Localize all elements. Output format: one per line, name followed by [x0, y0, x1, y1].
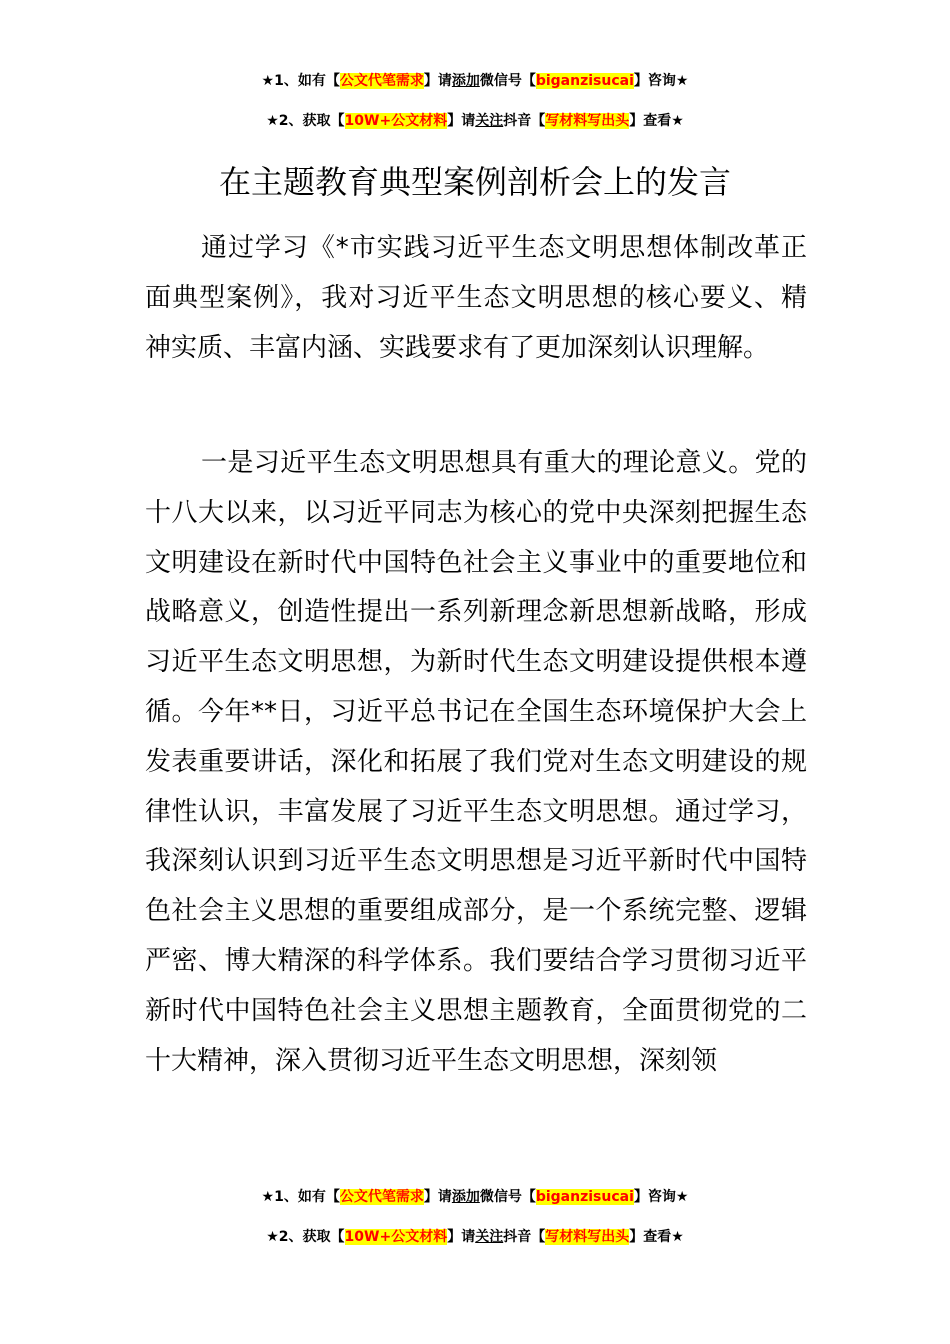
promo-text: 】咨询 — [633, 73, 676, 89]
promo-text: 2、获取【 — [278, 113, 345, 129]
promo-text: 1、如有【 — [274, 73, 340, 89]
body-paragraph-1: 通过学习《*市实践习近平生态文明思想体制改革正面典型案例》，我对习近平生态文明思想的核心要义、精神实质、丰富内涵、实践要求有了更加深刻认识理解。 — [145, 233, 807, 363]
footer-promo-line-1 — [0, 1187, 950, 1207]
promo-emphasis: 添加 — [451, 1189, 480, 1205]
star-icon: ★ — [266, 1229, 279, 1245]
promo-highlight: biganzisucai — [535, 1189, 634, 1205]
promo-emphasis: 添加 — [451, 73, 480, 89]
promo-highlight: 写材料写出头 — [545, 113, 630, 129]
footer-promo-line-2 — [0, 1227, 950, 1247]
star-icon: ★ — [671, 1229, 684, 1245]
star-icon: ★ — [675, 1189, 689, 1205]
promo-text: 】咨询 — [633, 1189, 676, 1205]
star-icon: ★ — [266, 113, 279, 129]
promo-text: 】请 — [423, 1189, 452, 1205]
body-paragraph-2: 一是习近平生态文明思想具有重大的理论意义。党的十八大以来，以习近平同志为核心的党中央深刻把握生态文明建设在新时代中国特色社会主义事业中的重要地位和战略意义，创造性提出一系列新理念新思想新战略，形成习近平生态文明思想，为新时代生态文明建设提供根本遵循。今年**日，习近平总书记在全国生态环境保护大会上发表重要讲话，深化和拓展了我们党对生态文明建设的规律性认识，丰富发展了习近平生态文明思想。通过学习，我深刻认识到习近平生态文明思想是习近平新时代中国特色社会主义思想的重要组成部分，是一个系统完整、逻辑严密、博大精深的科学体系。我们要结合学习贯彻习近平新时代中国特色社会主义思想主题教育，全面贯彻党的二十大精神，深入贯彻习近平生态文明思想，深刻领 — [145, 448, 807, 1076]
promo-highlight: 10W+公文材料 — [344, 113, 448, 129]
promo-text: 抖音【 — [503, 1229, 546, 1245]
promo-emphasis: 关注 — [475, 1229, 504, 1245]
star-icon: ★ — [675, 73, 689, 89]
promo-text: 微信号【 — [479, 73, 536, 89]
promo-text: 】请 — [423, 73, 452, 89]
star-icon: ★ — [671, 113, 684, 129]
promo-highlight: 10W+公文材料 — [344, 1229, 448, 1245]
promo-text: 抖音【 — [503, 113, 546, 129]
promo-text: 】查看 — [629, 113, 672, 129]
promo-highlight: 公文代笔需求 — [339, 73, 424, 89]
promo-text: 微信号【 — [479, 1189, 536, 1205]
promo-text: 】请 — [447, 1229, 476, 1245]
header-promo-line-2 — [0, 111, 950, 131]
star-icon: ★ — [261, 1189, 275, 1205]
header-promo-line-1 — [0, 71, 950, 91]
star-icon: ★ — [261, 73, 275, 89]
promo-highlight: biganzisucai — [535, 73, 634, 89]
promo-highlight: 公文代笔需求 — [339, 1189, 424, 1205]
promo-text: 2、获取【 — [278, 1229, 345, 1245]
promo-highlight: 写材料写出头 — [545, 1229, 630, 1245]
promo-text: 1、如有【 — [274, 1189, 340, 1205]
promo-text: 】请 — [447, 113, 476, 129]
document-title: 在主题教育典型案例剖析会上的发言 — [218, 163, 731, 201]
promo-text: 】查看 — [629, 1229, 672, 1245]
promo-emphasis: 关注 — [475, 113, 504, 129]
